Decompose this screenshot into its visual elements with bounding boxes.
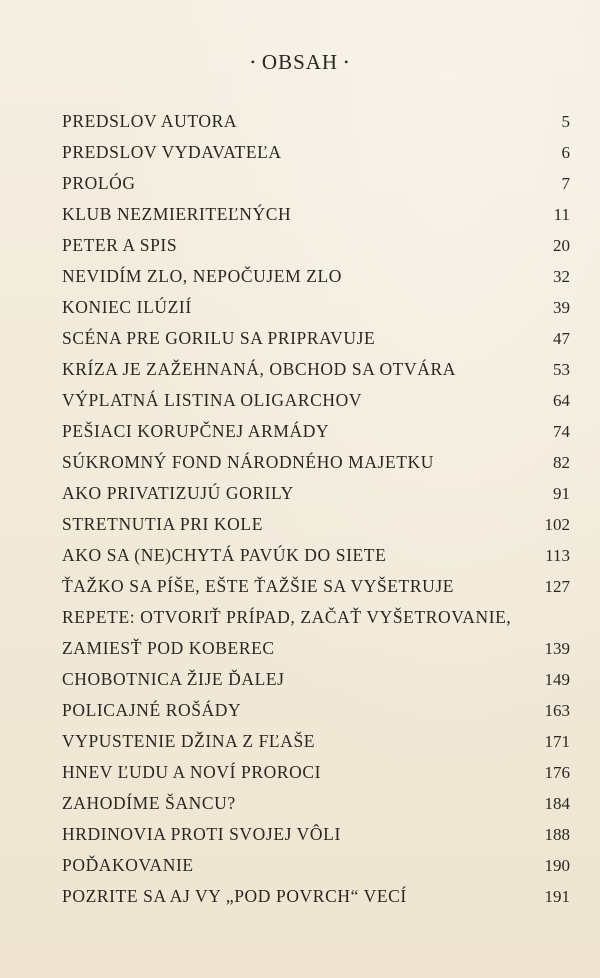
page-title: [0, 50, 600, 75]
toc-entry: [62, 478, 570, 509]
toc-entry: [62, 230, 570, 261]
toc-entry: [62, 664, 570, 695]
toc-entry-page: 64: [553, 391, 570, 410]
toc-entry-title: HNEV ĽUDU A NOVÍ PROROCI: [62, 762, 322, 782]
toc-entry-title: ŤAŽKO SA PÍŠE, EŠTE ŤAŽŠIE SA VYŠETRUJE: [62, 576, 455, 596]
toc-entry-title: REPETE: OTVORIŤ PRÍPAD, ZAČAŤ VYŠETROVANIE,: [62, 607, 512, 627]
toc-entry-page: 39: [553, 298, 570, 317]
toc-entry-page: 176: [544, 763, 570, 782]
toc-entry-page: 7: [561, 174, 570, 193]
toc-entry-page: 47: [553, 329, 570, 348]
toc-entry: [62, 168, 570, 199]
table-of-contents: [62, 106, 570, 912]
toc-entry: [62, 447, 570, 478]
toc-entry-title: PEŠIACI KORUPČNEJ ARMÁDY: [62, 421, 330, 441]
toc-entry-title: VYPUSTENIE DŽINA Z FĽAŠE: [62, 731, 316, 751]
toc-entry-page: 188: [544, 825, 570, 844]
toc-entry-page: 91: [553, 484, 570, 503]
toc-entry-page: 11: [553, 205, 570, 224]
toc-entry-page: 149: [544, 670, 570, 689]
toc-entry: [62, 385, 570, 416]
toc-entry-title: VÝPLATNÁ LISTINA OLIGARCHOV: [62, 390, 363, 410]
toc-entry-page: 20: [553, 236, 570, 255]
toc-entry: [62, 540, 570, 571]
toc-entry-title: POĎAKOVANIE: [62, 855, 194, 875]
toc-entry-page: 184: [544, 794, 570, 813]
toc-entry-page: 163: [544, 701, 570, 720]
toc-entry-page: 171: [544, 732, 570, 751]
toc-entry: [62, 323, 570, 354]
toc-entry-title: ZAMIESŤ POD KOBEREC: [62, 638, 275, 658]
toc-entry-title: AKO SA (NE)CHYTÁ PAVÚK DO SIETE: [62, 545, 387, 565]
toc-entry-title: POLICAJNÉ ROŠÁDY: [62, 700, 242, 720]
toc-entry-title: NEVIDÍM ZLO, NEPOČUJEM ZLO: [62, 266, 343, 286]
toc-entry: [62, 602, 570, 633]
toc-entry-title: CHOBOTNICA ŽIJE ĎALEJ: [62, 669, 285, 689]
toc-entry-page: 6: [561, 143, 570, 162]
toc-entry-page: 127: [544, 577, 570, 596]
toc-entry-page: 32: [553, 267, 570, 286]
toc-entry: [62, 788, 570, 819]
toc-entry-page: 102: [544, 515, 570, 534]
toc-entry: [62, 695, 570, 726]
toc-entry: [62, 137, 570, 168]
toc-entry-title: PROLÓG: [62, 173, 136, 193]
toc-entry-title: SÚKROMNÝ FOND NÁRODNÉHO MAJETKU: [62, 452, 435, 472]
toc-entry-title: POZRITE SA AJ VY „POD POVRCH“ VECÍ: [62, 886, 407, 906]
toc-entry: [62, 354, 570, 385]
toc-entry-page: 190: [544, 856, 570, 875]
toc-entry-page: 191: [544, 887, 570, 906]
toc-entry-page: 113: [545, 546, 570, 565]
toc-entry-page: 74: [553, 422, 570, 441]
toc-entry: [62, 509, 570, 540]
diamond-ornament-icon: •: [250, 55, 256, 69]
toc-entry: [62, 757, 570, 788]
toc-entry-title: SCÉNA PRE GORILU SA PRIPRAVUJE: [62, 328, 376, 348]
toc-entry-page: 5: [561, 112, 570, 131]
toc-entry: [62, 726, 570, 757]
toc-entry-page: 53: [553, 360, 570, 379]
toc-entry-title: HRDINOVIA PROTI SVOJEJ VÔLI: [62, 824, 341, 844]
toc-entry-title: PREDSLOV VYDAVATEĽA: [62, 142, 282, 162]
toc-entry: [62, 416, 570, 447]
toc-entry-title: STRETNUTIA PRI KOLE: [62, 514, 263, 534]
title-text: OBSAH: [261, 50, 339, 74]
toc-entry-page: 82: [553, 453, 570, 472]
toc-entry-title: ZAHODÍME ŠANCU?: [62, 793, 236, 813]
toc-entry-title: PREDSLOV AUTORA: [62, 111, 238, 131]
toc-entry: [62, 819, 570, 850]
toc-entry-title: AKO PRIVATIZUJÚ GORILY: [62, 483, 294, 503]
toc-entry-page: 139: [544, 639, 570, 658]
toc-entry: [62, 850, 570, 881]
toc-entry: [62, 571, 570, 602]
diamond-ornament-icon: •: [344, 55, 350, 69]
toc-entry: [62, 292, 570, 323]
toc-entry-title: KLUB NEZMIERITEĽNÝCH: [62, 204, 292, 224]
toc-entry-title: PETER A SPIS: [62, 235, 178, 255]
toc-entry: [62, 106, 570, 137]
toc-entry-title: KRÍZA JE ZAŽEHNANÁ, OBCHOD SA OTVÁRA: [62, 359, 456, 379]
toc-entry: [62, 633, 570, 664]
toc-entry: [62, 261, 570, 292]
toc-entry: [62, 199, 570, 230]
toc-entry: [62, 881, 570, 912]
toc-entry-title: KONIEC ILÚZIÍ: [62, 297, 192, 317]
